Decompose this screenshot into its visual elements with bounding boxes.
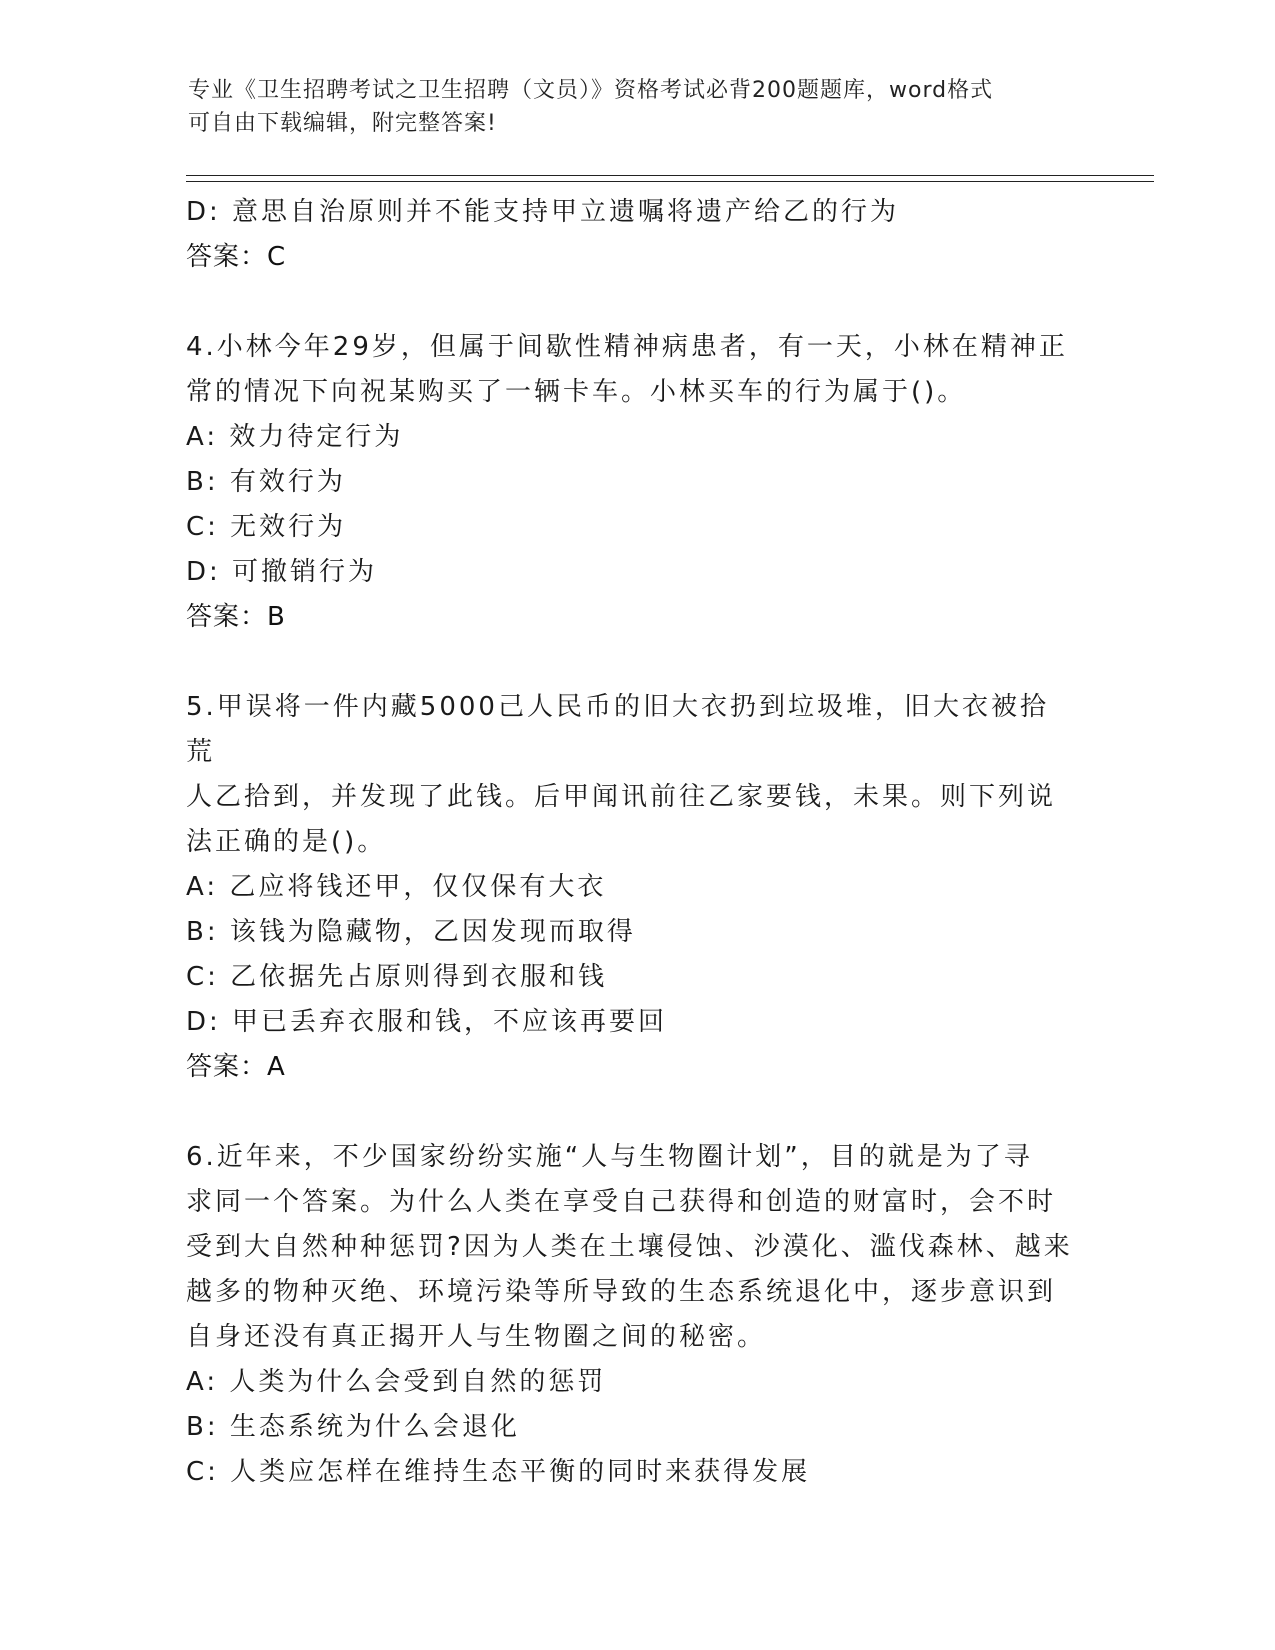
q4-option-b: B: 有效行为 <box>186 467 346 497</box>
q6-option-a: A: 人类为什么会受到自然的惩罚 <box>186 1367 607 1397</box>
q5-option-a: A: 乙应将钱还甲，仅仅保有大衣 <box>186 872 607 902</box>
q4-option-c: C: 无效行为 <box>186 512 347 542</box>
prev-option-d: D: 意思自治原则并不能支持甲立遗嘱将遗产给乙的行为 <box>186 197 900 227</box>
q5-option-c: C: 乙依据先占原则得到衣服和钱 <box>186 962 608 992</box>
q6-option-c: C: 人类应怎样在维持生态平衡的同时来获得发展 <box>186 1457 811 1487</box>
q6-option-b: B: 生态系统为什么会退化 <box>186 1412 520 1442</box>
spacer <box>186 280 1076 325</box>
question-content <box>186 190 1076 1495</box>
q5-option-d: D: 甲已丢弃衣服和钱，不应该再要回 <box>186 1007 668 1037</box>
q5-option-b: B: 该钱为隐藏物，乙因发现而取得 <box>186 917 636 947</box>
header-title-line-1: 专业《卫生招聘考试之卫生招聘（文员）》资格考试必背200题题库，word格式 <box>188 78 994 103</box>
q4-option-a: A: 效力待定行为 <box>186 422 404 452</box>
spacer <box>186 1090 1076 1135</box>
document-header <box>188 74 1088 140</box>
q4-answer: 答案：B <box>186 602 286 632</box>
header-title-line-2: 可自由下载编辑，附完整答案! <box>188 111 497 136</box>
header-divider <box>186 175 1154 182</box>
prev-answer: 答案：C <box>186 242 287 272</box>
q6-stem-line-4: 越多的物种灭绝、环境污染等所导致的生态系统退化中，逐步意识到 <box>186 1277 1057 1307</box>
q5-stem-line-1: 5.甲误将一件内藏5000己人民币的旧大衣扔到垃圾堆，旧大衣被拾荒 <box>186 692 1049 767</box>
q4-stem-line-1: 4.小林今年29岁，但属于间歇性精神病患者，有一天，小林在精神正 <box>186 332 1068 362</box>
q5-stem-line-2: 人乙拾到，并发现了此钱。后甲闻讯前往乙家要钱，未果。则下列说 <box>186 782 1057 812</box>
q5-answer: 答案：A <box>186 1052 286 1082</box>
q6-stem-line-1: 6.近年来，不少国家纷纷实施“人与生物圈计划”，目的就是为了寻 <box>186 1142 1033 1172</box>
spacer <box>186 640 1076 685</box>
q5-stem-line-3: 法正确的是()。 <box>186 827 387 857</box>
q6-stem-line-5: 自身还没有真正揭开人与生物圈之间的秘密。 <box>186 1322 767 1352</box>
q6-stem-line-3: 受到大自然种种惩罚?因为人类在土壤侵蚀、沙漠化、滥伐森林、越来 <box>186 1232 1073 1262</box>
q4-stem-line-2: 常的情况下向祝某购买了一辆卡车。小林买车的行为属于()。 <box>186 377 967 407</box>
q4-option-d: D: 可撤销行为 <box>186 557 378 587</box>
q6-stem-line-2: 求同一个答案。为什么人类在享受自己获得和创造的财富时，会不时 <box>186 1187 1057 1217</box>
